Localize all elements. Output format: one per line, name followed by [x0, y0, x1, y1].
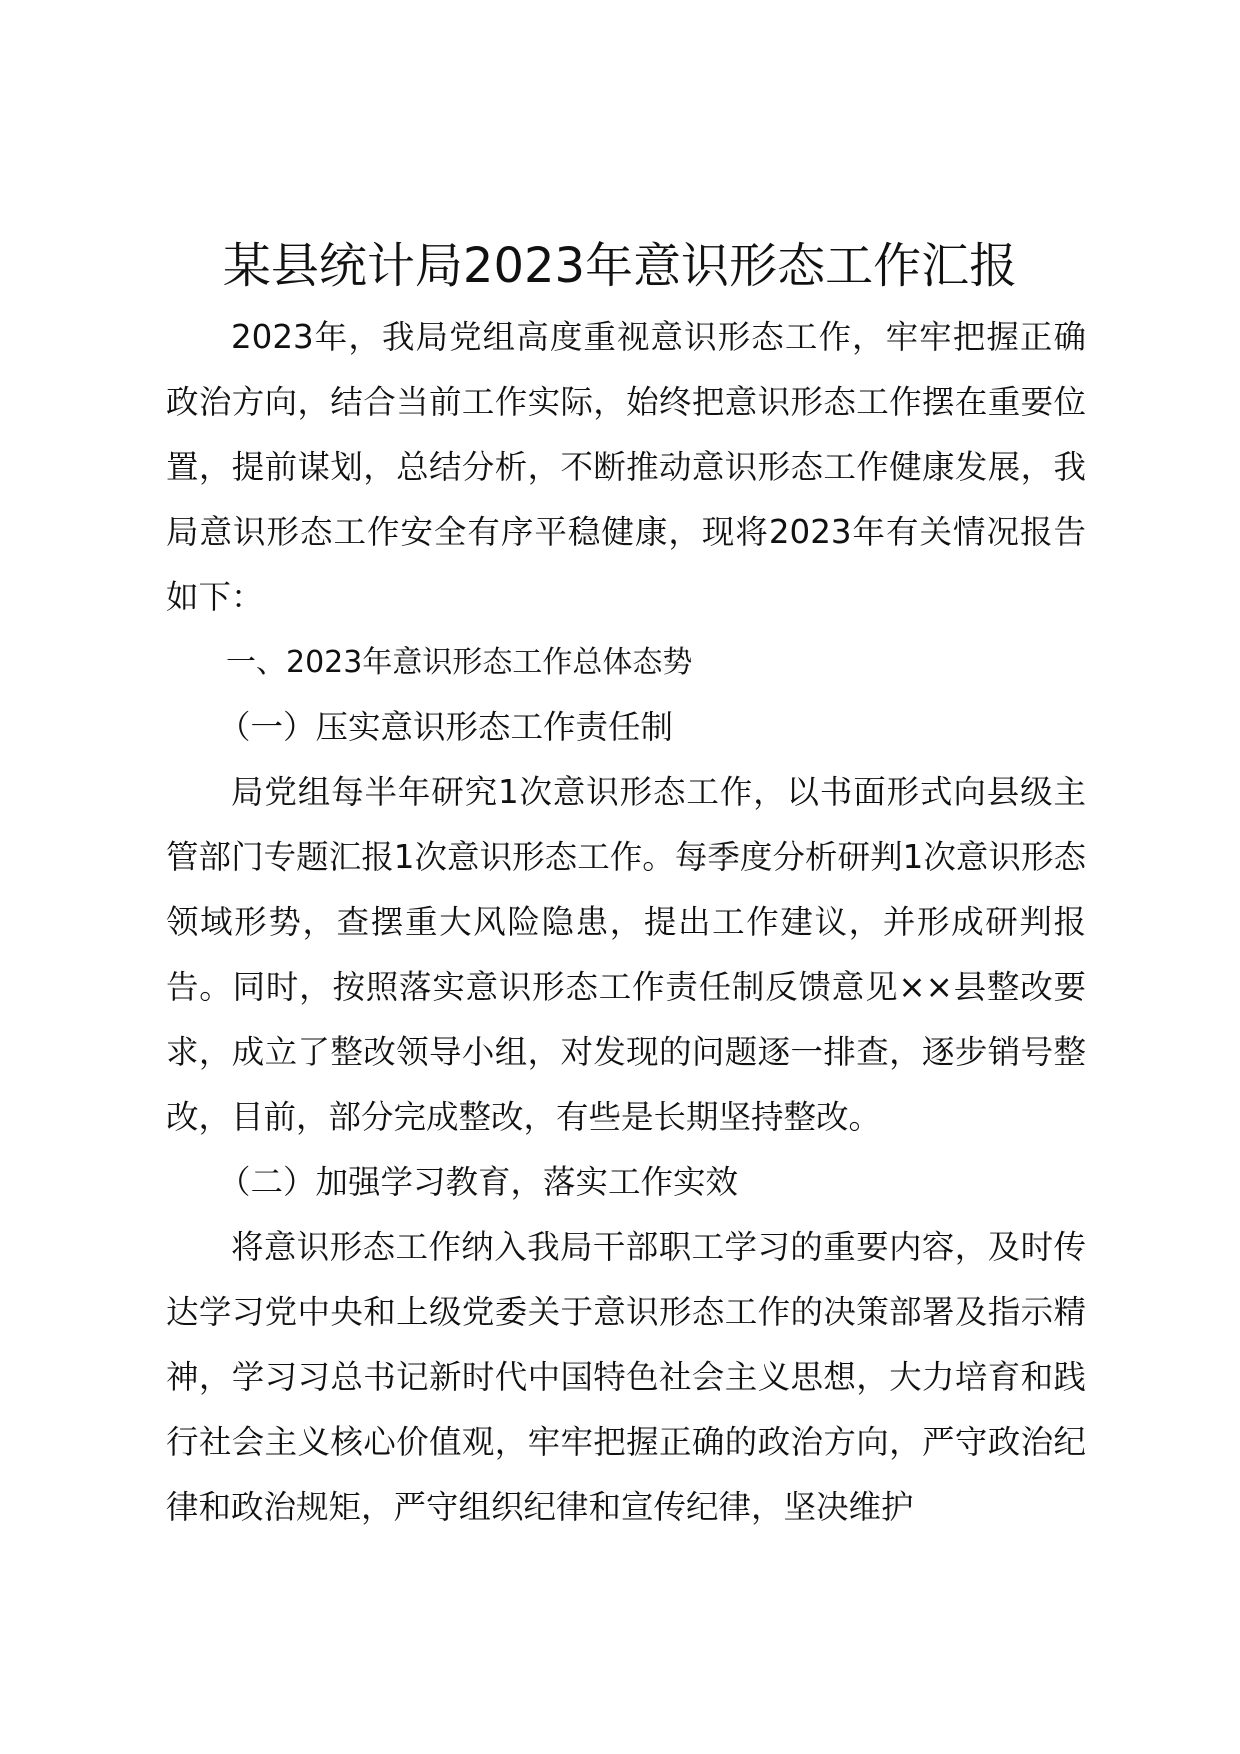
subsection-2-heading: （二）加强学习教育，落实工作实效 — [218, 1163, 739, 1201]
intro-paragraph: 2023年，我局党组高度重视意识形态工作，牢牢把握正确政治方向，结合当前工作实际，始终把意识形态工作摆在重要位置，提前谋划，总结分析，不断推动意识形态工作健康发展，我局意识形态工作安全有序平稳健康，现将2023年有关情况报告如下： — [166, 318, 1086, 616]
document-body — [166, 305, 1086, 1540]
document-title: 某县统计局2023年意识形态工作汇报 — [222, 238, 1018, 294]
section-1-heading: 一、2023年意识形态工作总体态势 — [226, 645, 693, 680]
subsection-1-heading: （一）压实意识形态工作责任制 — [218, 708, 674, 746]
subsection-1-paragraph: 局党组每半年研究1次意识形态工作，以书面形式向县级主管部门专题汇报1次意识形态工作。每季度分析研判1次意识形态领域形势，查摆重大风险隐患，提出工作建议，并形成研判报告。同时，按照落实意识形态工作责任制反馈意见××县整改要求，成立了整改领导小组，对发现的问题逐一排查，逐步销号整改，目前，部分完成整改，有些是长期坚持整改。 — [166, 773, 1086, 1136]
subsection-2-paragraph: 将意识形态工作纳入我局干部职工学习的重要内容，及时传达学习党中央和上级党委关于意识形态工作的决策部署及指示精神，学习习总书记新时代中国特色社会主义思想，大力培育和践行社会主义核心价值观，牢牢把握正确的政治方向，严守政治纪律和政治规矩，严守组织纪律和宣传纪律，坚决维护 — [166, 1228, 1086, 1526]
